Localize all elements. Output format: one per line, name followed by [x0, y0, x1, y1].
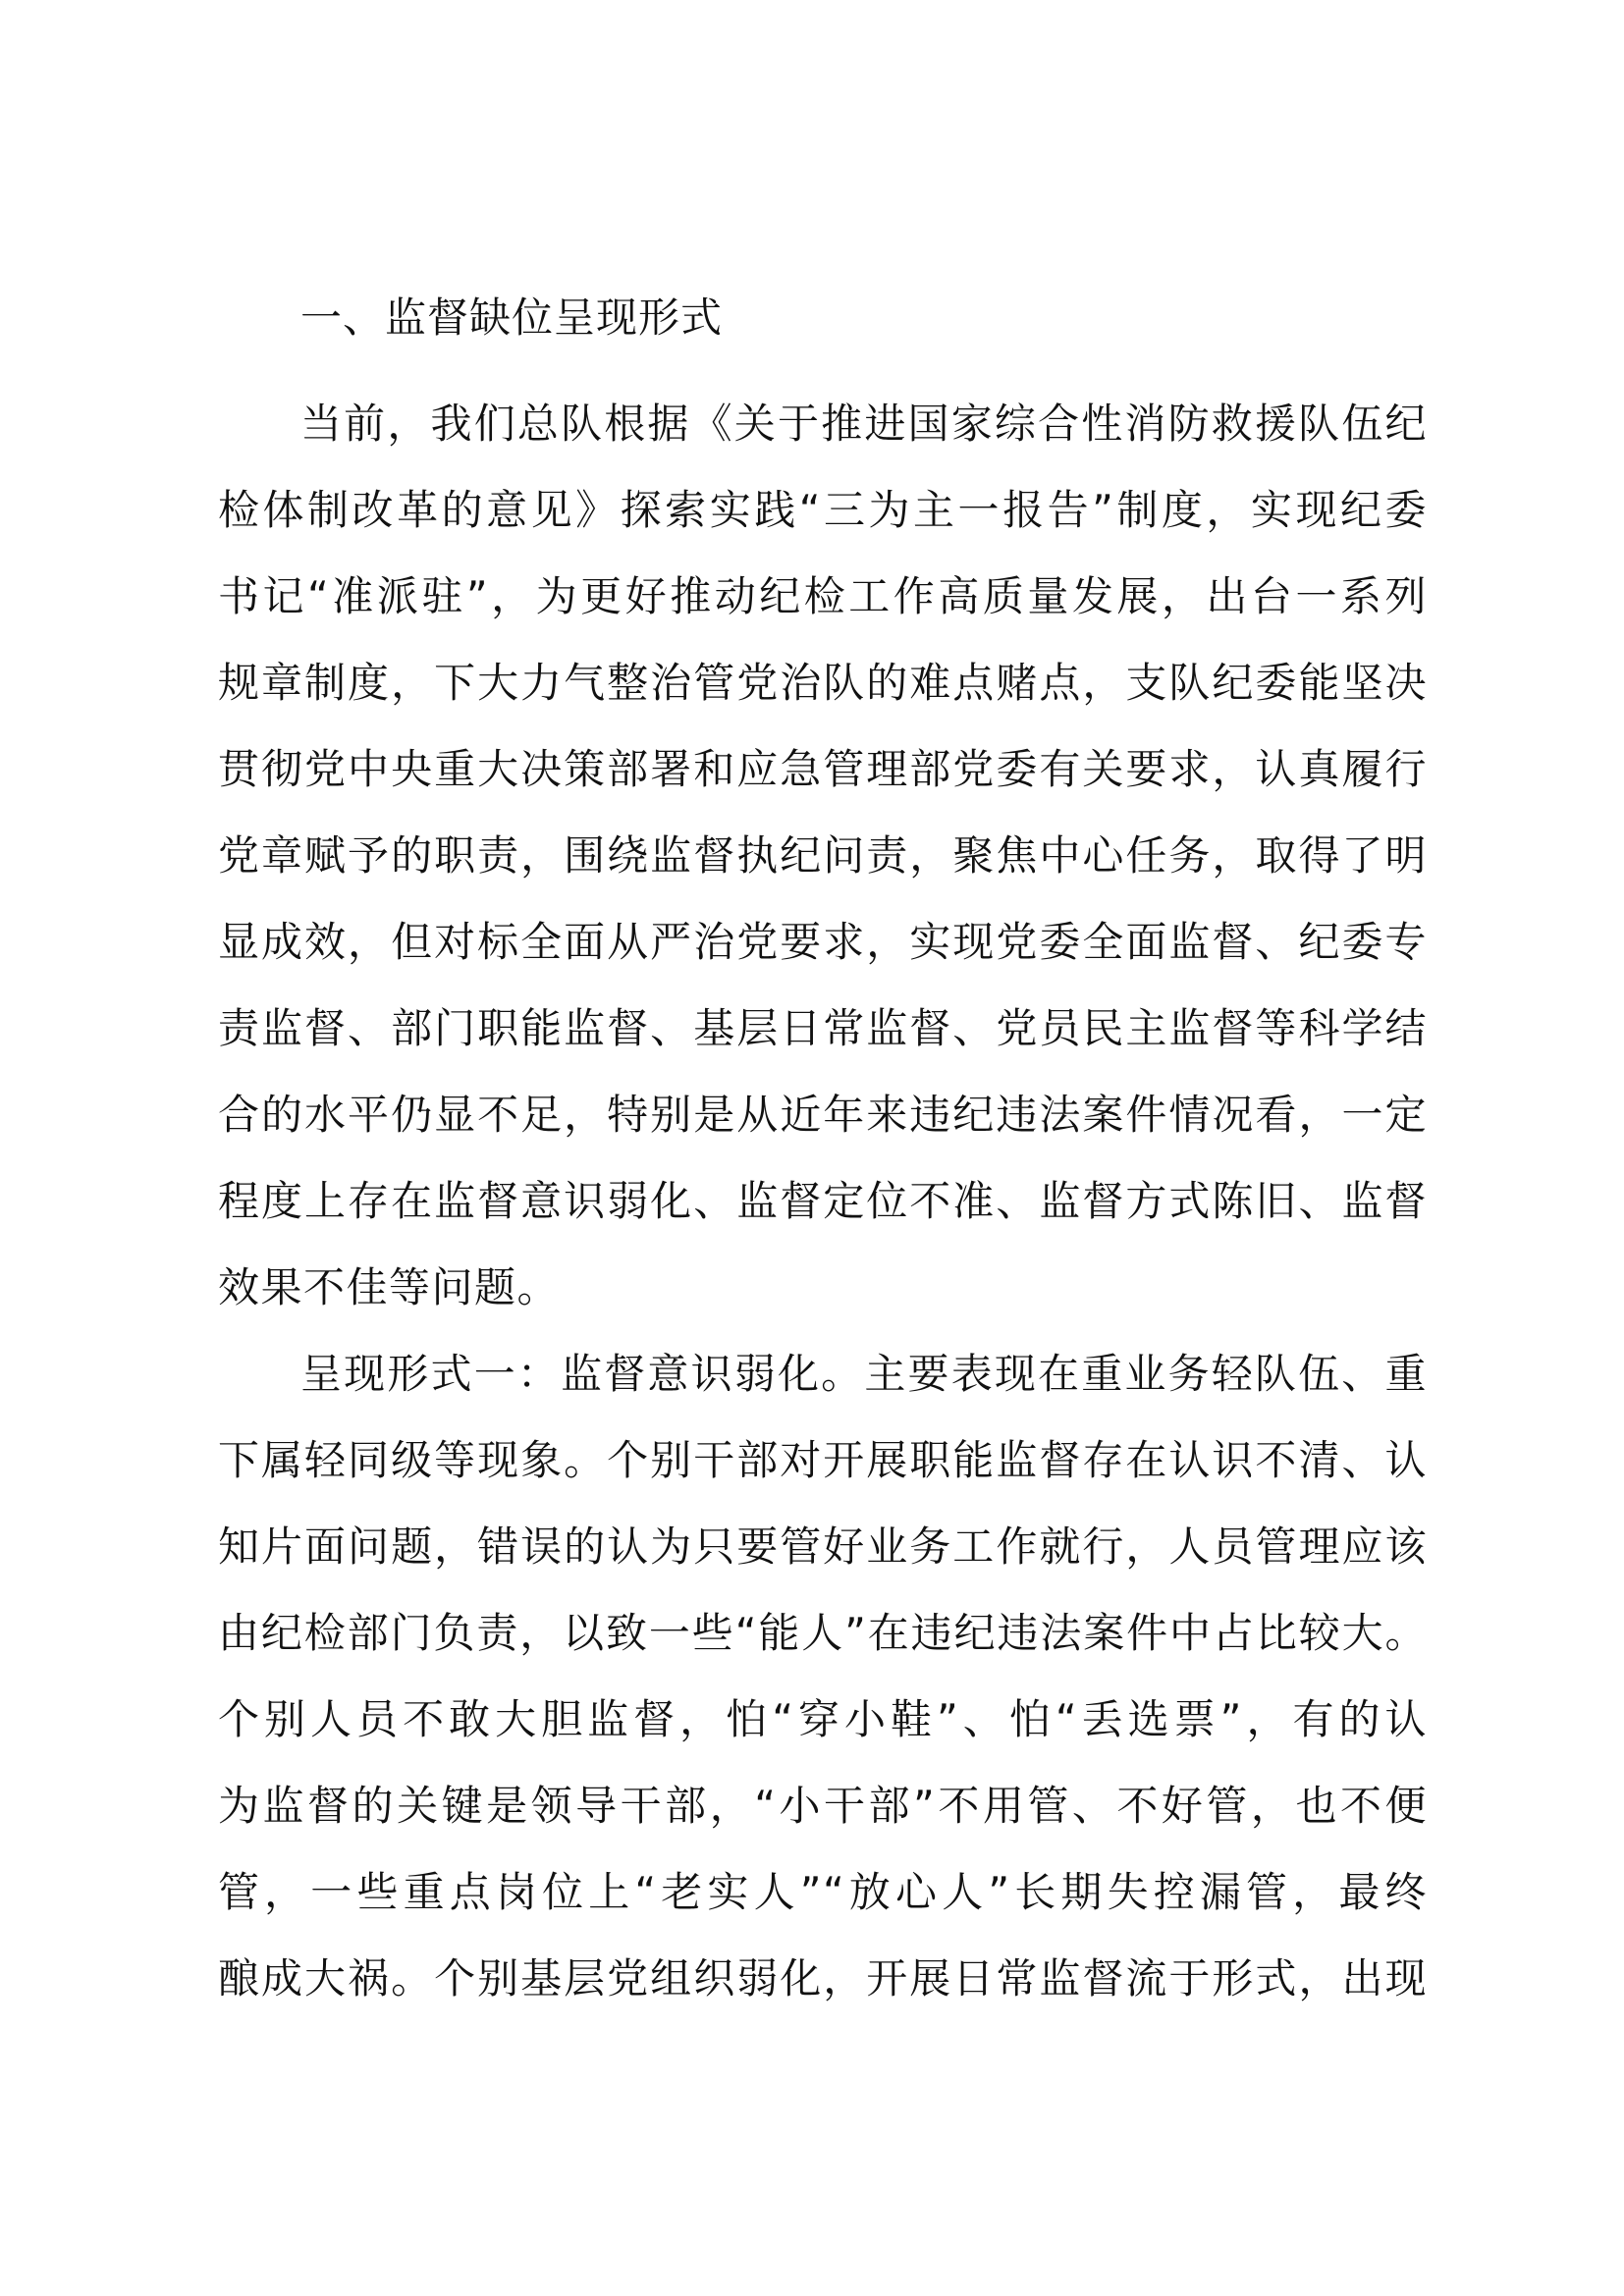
text-line: 检体制改革的意见》探索实践“三为主一报告”制度，实现纪委 [218, 486, 1428, 534]
text-line: 呈现形式一：监督意识弱化。主要表现在重业务轻队伍、重 [300, 1350, 1428, 1398]
text-line: 程度上存在监督意识弱化、监督定位不准、监督方式陈旧、监督 [218, 1177, 1428, 1225]
text-line: 管，一些重点岗位上“老实人”“放心人”长期失控漏管，最终 [218, 1868, 1428, 1916]
text-line: 知片面问题，错误的认为只要管好业务工作就行，人员管理应该 [218, 1522, 1428, 1571]
paragraph-intro [218, 381, 1428, 1331]
text-line: 由纪检部门负责，以致一些“能人”在违纪违法案件中占比较大。 [218, 1609, 1428, 1657]
text-line: 个别人员不敢大胆监督，怕“穿小鞋”、怕“丢选票”，有的认 [218, 1695, 1428, 1743]
text-line: 效果不佳等问题。 [218, 1263, 561, 1311]
text-line: 书记“准派驻”，为更好推动纪检工作高质量发展，出台一系列 [218, 572, 1428, 620]
text-line: 贯彻党中央重大决策部署和应急管理部党委有关要求，认真履行 [218, 745, 1428, 793]
text-line: 合的水平仍显不足，特别是从近年来违纪违法案件情况看，一定 [218, 1091, 1428, 1139]
document-body [218, 294, 1428, 2022]
text-line: 当前，我们总队根据《关于推进国家综合性消防救援队伍纪 [300, 400, 1428, 448]
section-heading: 一、监督缺位呈现形式 [300, 294, 724, 342]
text-line: 为监督的关键是领导干部，“小干部”不用管、不好管，也不便 [218, 1782, 1428, 1830]
paragraph-form-one [218, 1331, 1428, 2022]
text-line: 显成效，但对标全面从严治党要求，实现党委全面监督、纪委专 [218, 918, 1428, 966]
text-line: 规章制度，下大力气整治管党治队的难点赌点，支队纪委能坚决 [218, 659, 1428, 707]
text-line: 酿成大祸。个别基层党组织弱化，开展日常监督流于形式，出现 [218, 1954, 1428, 2002]
text-line: 党章赋予的职责，围绕监督执纪问责，聚焦中心任务，取得了明 [218, 831, 1428, 880]
text-line: 下属轻同级等现象。个别干部对开展职能监督存在认识不清、认 [218, 1436, 1428, 1484]
text-line: 责监督、部门职能监督、基层日常监督、党员民主监督等科学结 [218, 1004, 1428, 1052]
